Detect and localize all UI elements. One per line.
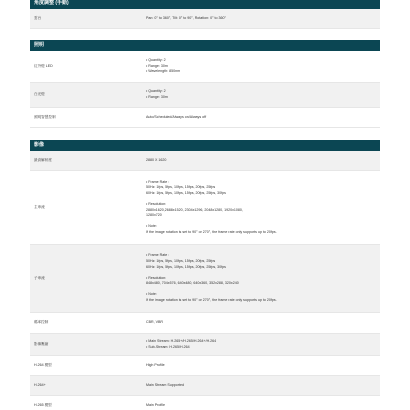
spec-value-text: CBR, VBR bbox=[146, 320, 163, 325]
section-video bbox=[30, 140, 380, 410]
spec-value-line: • Note: bbox=[146, 292, 157, 297]
spec-value-line: If the image rotation is set to 90° or 270°, the frame rate only supports up to 20fps. bbox=[146, 298, 277, 303]
spec-value bbox=[146, 171, 376, 244]
spec-label: 子串流 bbox=[34, 275, 45, 280]
spec-label: H.264+ bbox=[34, 382, 46, 387]
spec-value-line: 50Hz: 1fps, 5fps, 10fps, 15fps, 20fps, 25fps bbox=[146, 258, 216, 263]
spec-value bbox=[146, 396, 376, 410]
spec-value-text: High Profile bbox=[146, 362, 165, 367]
spec-row-ir-led bbox=[30, 51, 380, 83]
spec-row-bitrate-control bbox=[30, 313, 380, 334]
spec-value-line: • Range: 30m bbox=[146, 63, 168, 68]
section-ptz bbox=[30, 0, 380, 29]
spec-row-sub-stream bbox=[30, 245, 380, 313]
spec-row-smart-light bbox=[30, 108, 380, 128]
spec-label: 主串流 bbox=[34, 204, 45, 209]
section-light bbox=[30, 40, 380, 128]
spec-label: 最高解析度 bbox=[34, 157, 52, 162]
section-video-header: 影像 bbox=[30, 140, 380, 151]
spec-value-line: • Wavelength: 850nm bbox=[146, 69, 181, 74]
spec-value bbox=[146, 313, 376, 333]
spec-value-text: 2880 X 1620 bbox=[146, 157, 167, 162]
spec-value-line: • Main Stream: H.265+/H.265/H.264+/H.264 bbox=[146, 338, 217, 343]
spec-value-line: 1280x720 bbox=[146, 213, 162, 218]
spec-label: 白光燈 bbox=[34, 92, 45, 97]
spec-label: 照明智慧控制 bbox=[34, 114, 56, 119]
spec-value-line: 60Hz: 1fps, 5fps, 10fps, 15fps, 20fps, 25fps, 30fps bbox=[146, 264, 226, 269]
spec-value bbox=[146, 356, 376, 375]
spec-value bbox=[146, 245, 376, 312]
spec-value-line: • Note: bbox=[146, 224, 157, 229]
spec-value-text: Auto/Scheduled/Always on/Always off bbox=[146, 114, 207, 119]
spec-value-line: • Sub-Stream: H.265/H.264 bbox=[146, 344, 190, 349]
spec-row-h264-plus bbox=[30, 376, 380, 396]
spec-value-line: • Resolution: bbox=[146, 275, 167, 280]
spec-value-line: 50Hz: 1fps, 5fps, 10fps, 15fps, 20fps, 25fps bbox=[146, 185, 216, 190]
spec-value-text: Pan: 0° to 360°, Tilt: 0° to 90°, Rotation: 0° to 360° bbox=[146, 15, 226, 20]
spec-row-max-resolution bbox=[30, 151, 380, 171]
section-light-header: 照明 bbox=[30, 40, 380, 51]
section-ptz-header: 角度調整 (手動) bbox=[30, 0, 380, 9]
spec-value-line: • Range: 30m bbox=[146, 95, 168, 99]
spec-row-h264-profile bbox=[30, 356, 380, 376]
spec-value-line: • Quantity: 2 bbox=[146, 89, 166, 94]
spec-label: 紅外燈 LED bbox=[34, 63, 53, 68]
spec-value bbox=[146, 376, 376, 395]
spec-value-line: • Quantity: 2 bbox=[146, 58, 166, 63]
spec-value-line: • Resolution: bbox=[146, 201, 167, 206]
spec-value bbox=[146, 9, 376, 28]
spec-row-white-light bbox=[30, 83, 380, 108]
spec-value-line: 2880x1620,2688x1520, 2304x1296, 2048x1280, 1920x1080, bbox=[146, 207, 243, 212]
spec-label: H.265 模型 bbox=[34, 402, 52, 407]
spec-value bbox=[146, 151, 376, 170]
spec-value-line: If the image rotation is set to 90° or 270°, the frame rate only supports up to 20fps. bbox=[146, 229, 277, 234]
spec-value-line: 60Hz: 1fps, 5fps, 10fps, 15fps, 20fps, 25fps, 30fps bbox=[146, 190, 226, 195]
spec-row-video-compression bbox=[30, 334, 380, 356]
spec-label: H.264 模型 bbox=[34, 362, 52, 367]
spec-value bbox=[146, 108, 376, 127]
spec-row-main-stream bbox=[30, 171, 380, 245]
spec-value bbox=[146, 83, 376, 107]
spec-value-line: 848x480, 704x576, 640x480, 640x360, 352x288, 320x240 bbox=[146, 281, 239, 286]
spec-label: 碼率控制 bbox=[34, 320, 49, 325]
spec-row-gimbal bbox=[30, 9, 380, 29]
spec-value-line: • Frame Rate : bbox=[146, 253, 170, 258]
spec-label: 雲台 bbox=[34, 15, 42, 20]
spec-row-h265-profile bbox=[30, 396, 380, 410]
spec-value bbox=[146, 51, 376, 82]
spec-value-text: Main Profile bbox=[146, 402, 165, 407]
spec-label: 影像壓縮 bbox=[34, 341, 49, 346]
spec-value-line: • Frame Rate : bbox=[146, 179, 170, 184]
spec-value-text: Main Stream Supported bbox=[146, 382, 184, 387]
spec-value bbox=[146, 334, 376, 355]
